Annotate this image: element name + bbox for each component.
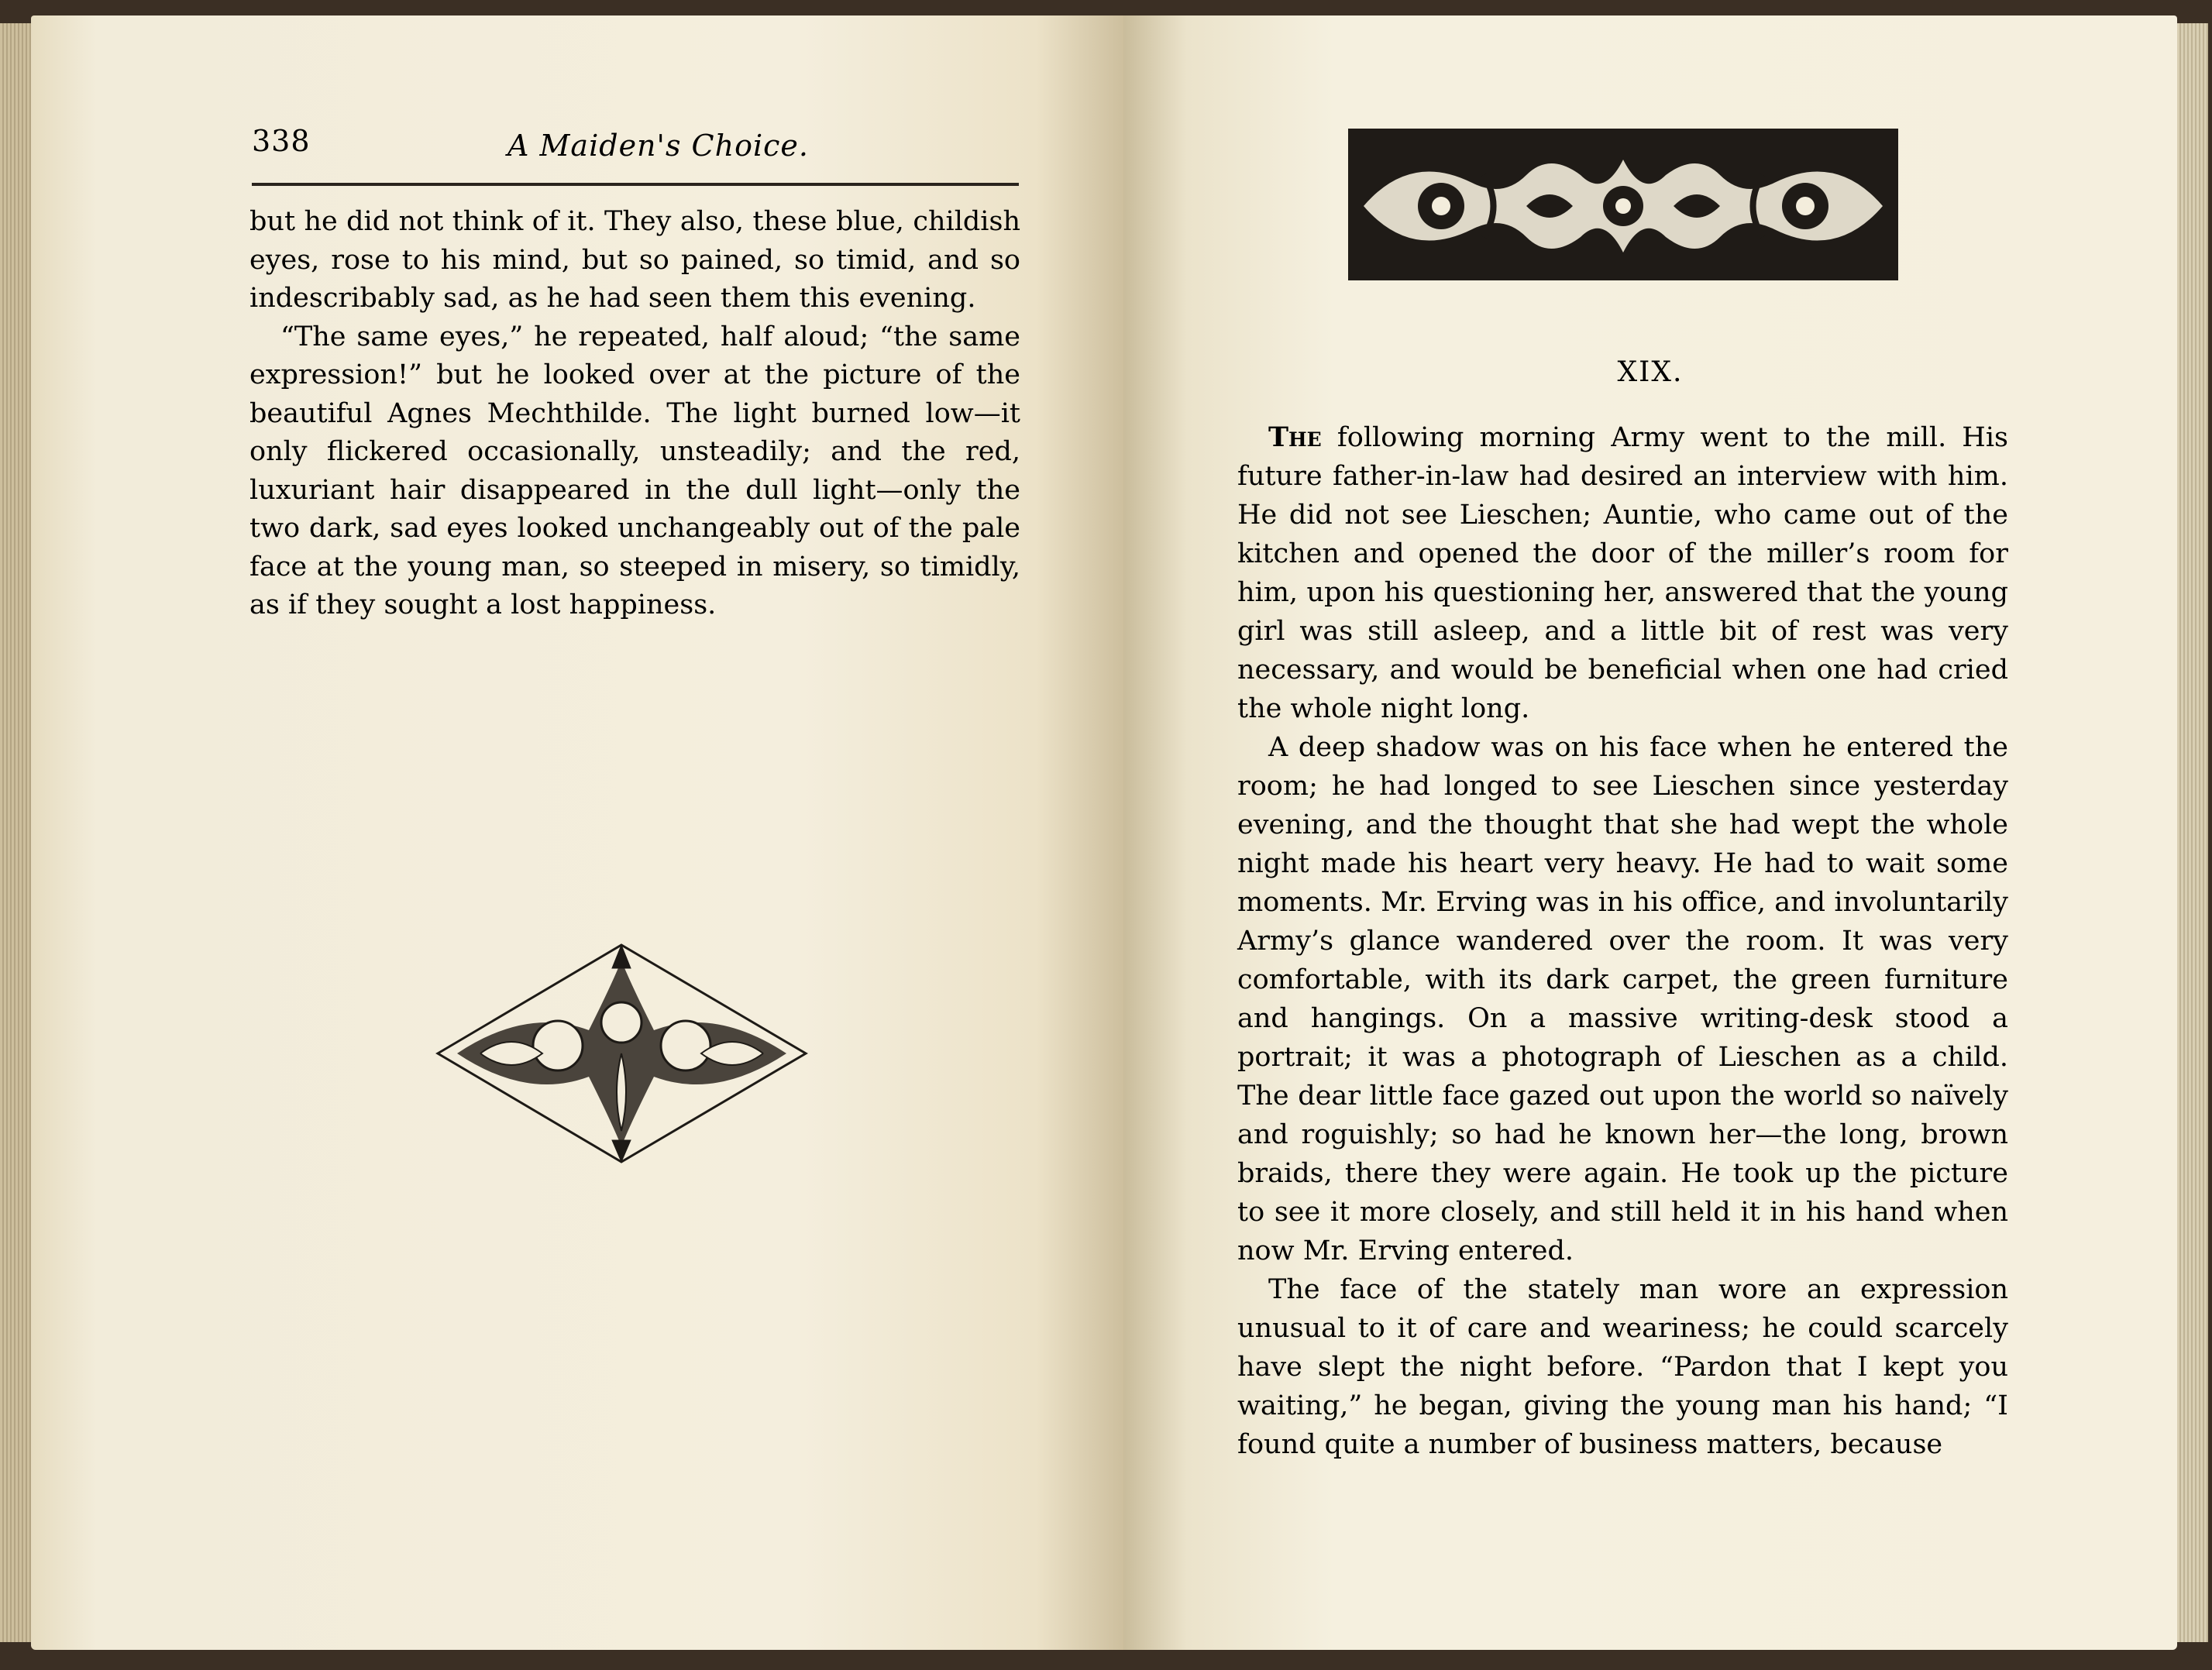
opening-word: The xyxy=(1268,421,1322,453)
headpiece-ornament xyxy=(1348,129,1898,280)
right-page-text xyxy=(1237,418,2008,1464)
paragraph: “The same eyes,” he repeated, half aloud; “the same expression!” but he looked over at the picture of the beautiful Agnes Mechthilde. The light burned low—it only flickered occasionally, unsteadily; and the red, luxuriant hair disappeared in the dull light—only the two dark, sad eyes looked unchangeably out of the pale face at the young man, so steeped in misery, so timidly, as if they sought a lost happiness. xyxy=(249,321,1020,620)
chapter-number: XIX. xyxy=(1617,356,1684,388)
running-head xyxy=(252,124,1027,170)
header-rule xyxy=(252,183,1019,186)
paragraph: The face of the stately man wore an expression unusual to it of care and weariness; he could scarcely have slept the night before. “Pardon that I kept you waiting,” he began, giving the young man his hand; “I found quite a number of business matters, because xyxy=(1237,1274,2008,1460)
paragraph: A deep shadow was on his face when he entered the room; he had longed to see Lieschen since yesterday evening, and the thought that she had wept the whole night made his heart very heavy. He had to wait some moments. Mr. Erving was in his office, and involuntarily Army’s glance wandered over the room. It was very comfortable, with its dark carpet, the green furniture and hangings. On a massive writing-desk stood a portrait; it was a photograph of Lieschen as a child. The dear little face gazed out upon the world so naïvely and roguishly; so had he known her—the long, brown braids, there they were again. He took up the picture to see it more closely, and still held it in his hand when now Mr. Erving entered. xyxy=(1237,732,2008,1266)
left-page-edges xyxy=(0,23,31,1642)
left-page-text xyxy=(249,203,1020,625)
page-number: 338 xyxy=(252,124,311,158)
paragraph-text: following morning Army went to the mill. His future father-in-law had desired an interview with him. He did not see Lieschen; Auntie, who came out of the kitchen and opened the door of the miller’s room for him, upon his questioning her, answered that the young girl was still asleep, and a little bit of rest was very necessary, and would be beneficial when one had cried the whole night long. xyxy=(1237,422,2008,724)
right-page-edges xyxy=(2177,23,2208,1642)
running-title: A Maiden's Choice. xyxy=(507,129,809,163)
tailpiece-ornament xyxy=(434,937,810,1170)
opening-paragraph xyxy=(1237,418,2008,728)
paragraph: but he did not think of it. They also, these blue, childish eyes, rose to his mind, but so pained, so timid, and so indescribably sad, as he had seen them this evening. xyxy=(249,206,1020,314)
